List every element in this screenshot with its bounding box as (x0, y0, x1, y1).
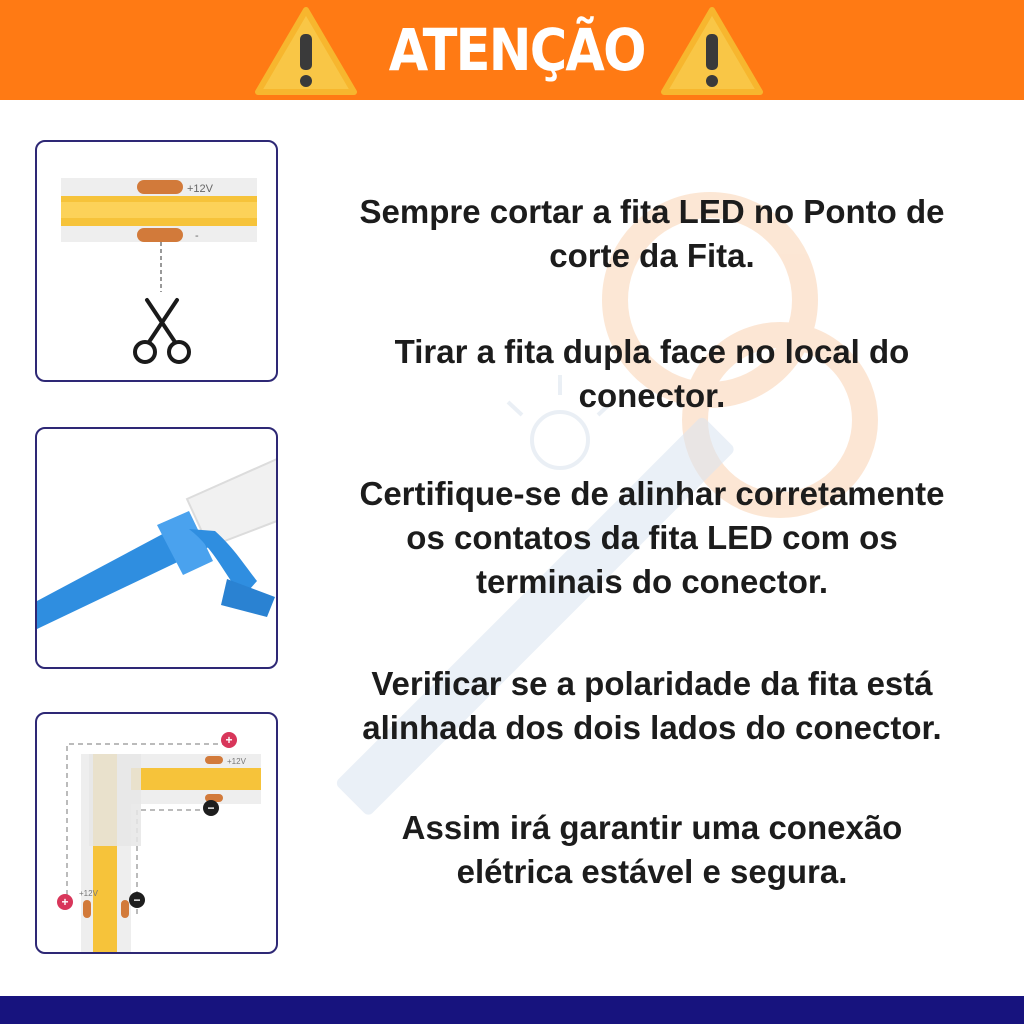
minus-icon (129, 892, 145, 908)
positive-label: +12V (227, 757, 246, 766)
header-banner (0, 0, 1024, 100)
plus-icon (221, 732, 237, 748)
svg-text:−: − (133, 893, 141, 907)
page-title: ATENÇÃO (388, 16, 645, 84)
instruction-align-contacts (300, 472, 1004, 604)
scissors-icon (135, 300, 189, 362)
instruction-line: elétrica estável e segura. (456, 853, 848, 890)
instruction-remove-tape (300, 330, 1004, 418)
negative-label: - (195, 230, 199, 242)
remove-tape-illustration (35, 427, 278, 669)
instruction-line: alinhada dos dois lados do conector. (362, 709, 942, 746)
instruction-polarity (300, 662, 1004, 750)
instruction-line: os contatos da fita LED com os (406, 519, 898, 556)
instruction-cut (300, 190, 1004, 278)
svg-text:+: + (61, 895, 69, 909)
plus-icon (57, 894, 73, 910)
instruction-line: terminais do conector. (475, 563, 829, 600)
instruction-line: corte da Fita. (549, 237, 755, 274)
instruction-line: Sempre cortar a fita LED no Ponto de (359, 193, 945, 230)
cut-tape-illustration (35, 140, 278, 382)
positive-pad (137, 180, 183, 194)
positive-label: +12V (187, 183, 213, 195)
warning-icon (254, 4, 358, 96)
svg-text:−: − (207, 801, 215, 815)
warning-icon (660, 4, 764, 96)
instruction-result (300, 806, 1004, 894)
instruction-line: Verificar se a polaridade da fita está (371, 665, 933, 702)
instruction-line: Assim irá garantir uma conexão (401, 809, 903, 846)
svg-text:+: + (225, 733, 233, 747)
instruction-line: Certifique-se de alinhar corretamente (359, 475, 945, 512)
minus-icon (203, 800, 219, 816)
instruction-line: conector. (578, 377, 726, 414)
corner-connector-illustration (35, 712, 278, 954)
instruction-line: Tirar a fita dupla face no local do (394, 333, 910, 370)
footer-bar (0, 996, 1024, 1024)
negative-pad (137, 228, 183, 242)
positive-label: +12V (79, 889, 98, 898)
